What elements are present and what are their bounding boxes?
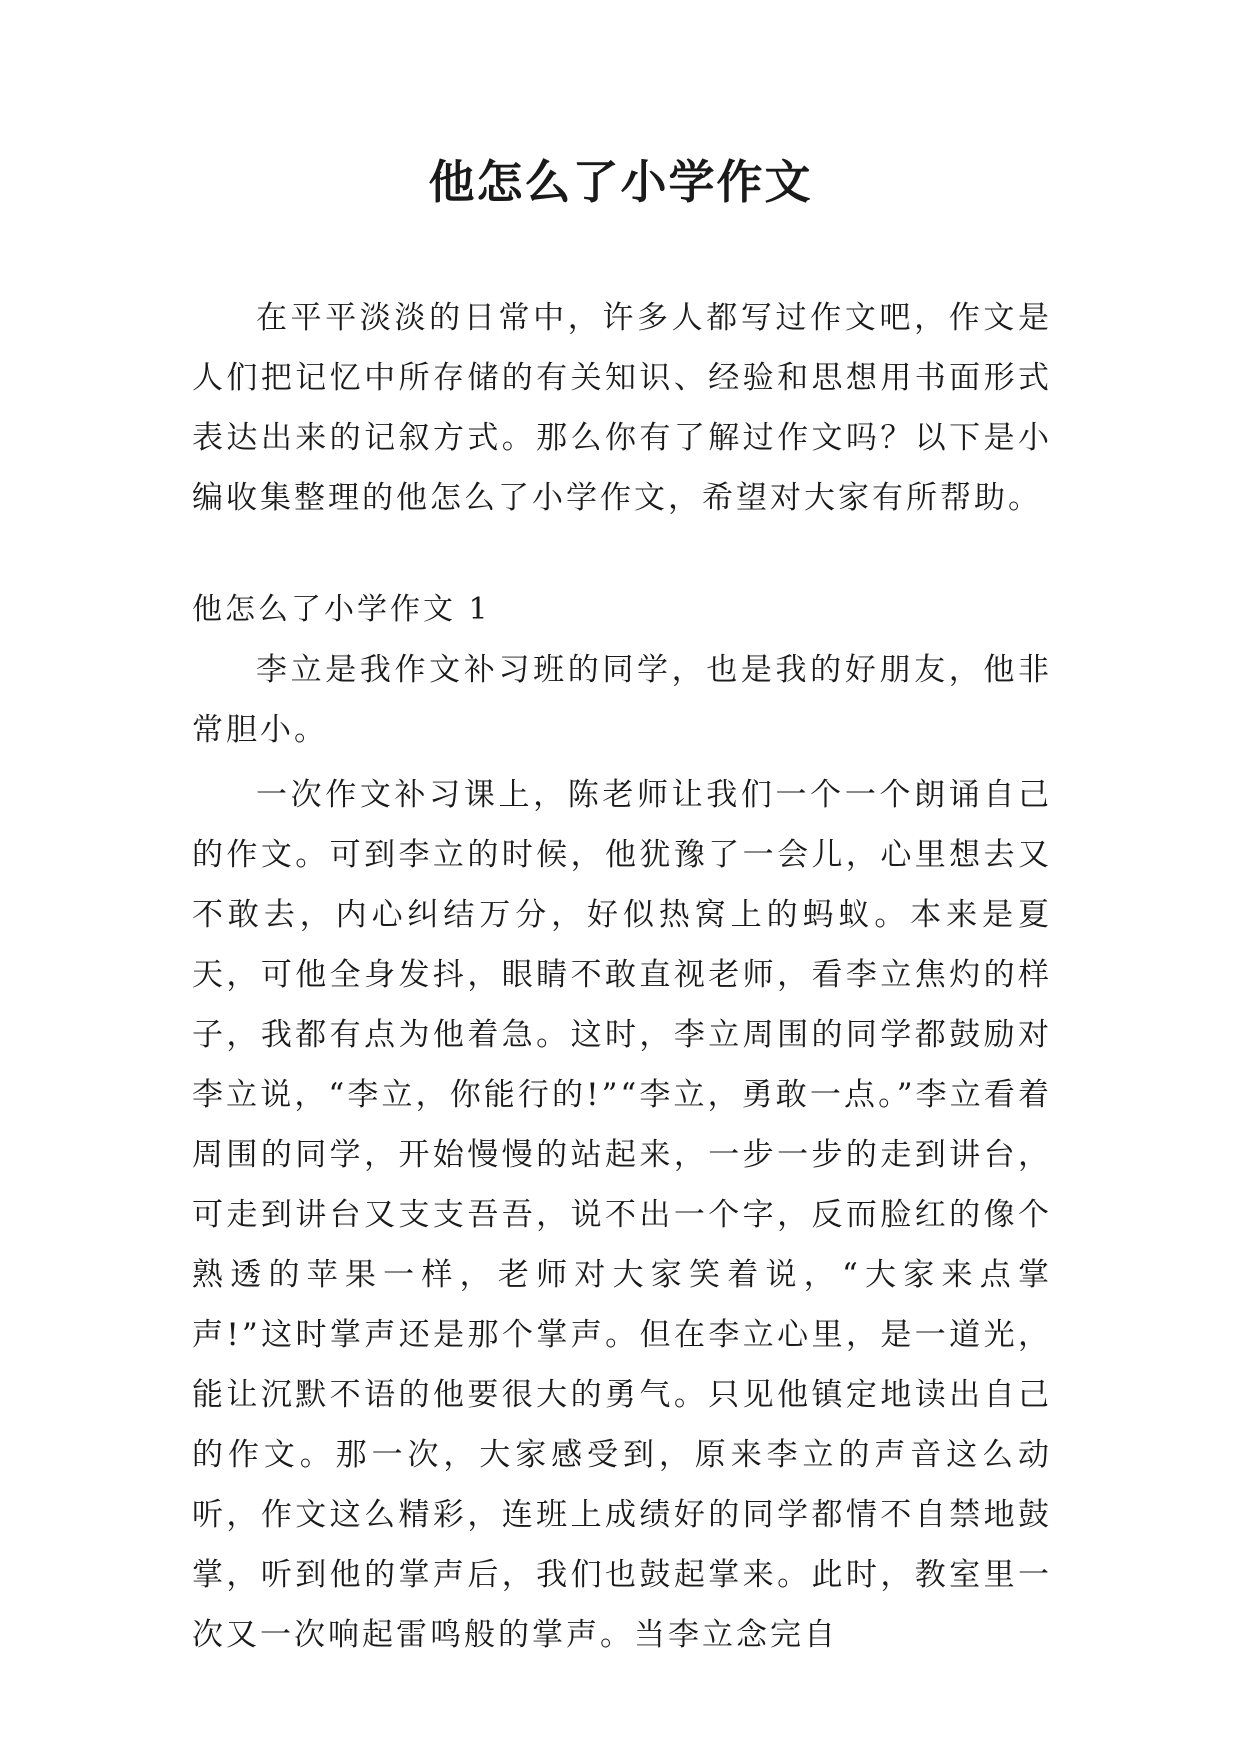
intro-block — [192, 288, 1052, 528]
section-paragraph: 一次作文补习课上，陈老师让我们一个一个朗诵自己的作文。可到李立的时候，他犹豫了一会儿，心里想去又不敢去，内心纠结万分，好似热窝上的蚂蚁。本来是夏天，可他全身发抖，眼睛不敢直视老师，看李立焦灼的样子，我都有点为他着急。这时，李立周围的同学都鼓励对李立说，“李立，你能行的!”“李立，勇敢一点。”李立看着周围的同学，开始慢慢的站起来，一步一步的走到讲台，可走到讲台又支支吾吾，说不出一个字，反而脸红的像个熟透的苹果一样，老师对大家笑着说，“大家来点掌声!”这时掌声还是那个掌声。但在李立心里，是一道光，能让沉默不语的他要很大的勇气。只见他镇定地读出自己的作文。那一次，大家感受到，原来李立的声音这么动听，作文这么精彩，连班上成绩好的同学都情不自禁地鼓掌，听到他的掌声后，我们也鼓起掌来。此时，教室里一次又一次响起雷鸣般的掌声。当李立念完自 — [192, 777, 1052, 1653]
section-paragraph: 李立是我作文补习班的同学，也是我的好朋友，他非常胆小。 — [192, 652, 1052, 748]
section-heading: 他怎么了小学作文 1 — [192, 592, 491, 627]
document-title: 他怎么了小学作文 — [428, 155, 813, 209]
section-body — [192, 640, 1052, 1665]
intro-paragraph: 在平平淡淡的日常中，许多人都写过作文吧，作文是人们把记忆中所存储的有关知识、经验和思想用书面形式表达出来的记叙方式。那么你有了解过作文吗？以下是小编收集整理的他怎么了小学作文，希望对大家有所帮助。 — [192, 300, 1052, 516]
